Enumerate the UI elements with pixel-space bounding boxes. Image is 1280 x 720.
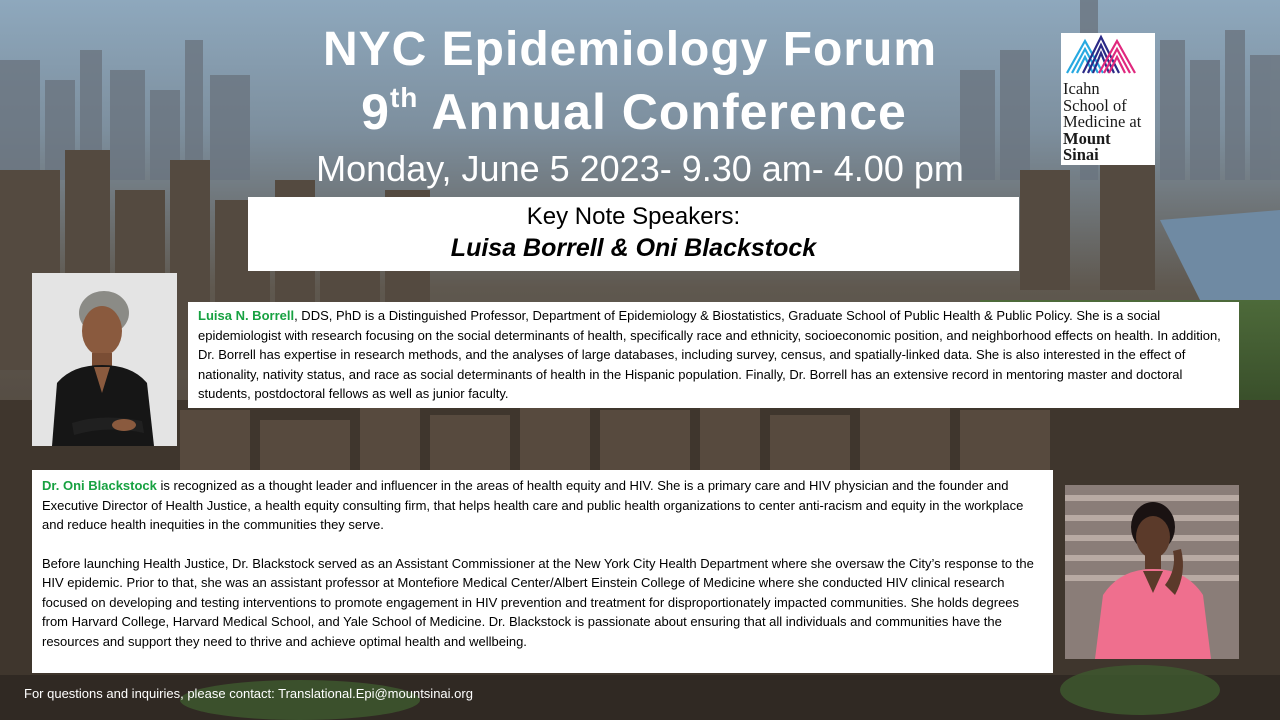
contact-info: For questions and inquiries, please contact: Translational.Epi@mountsinai.org: [24, 686, 473, 701]
mount-sinai-logo: [1061, 33, 1155, 165]
conference-ordinal-suffix: th: [389, 82, 419, 113]
oni-blackstock-bio-text-1: is recognized as a thought leader and influencer in the areas of health equity and HIV. She is a primary care and HIV physician and the founder and Executive Director of Health Justice, a health equity consulting firm, that helps health care and public health organizations to center anti-racism and equity in the workplace and reduce health inequities in the communities they serve.: [42, 478, 1024, 532]
luisa-borrell-name: Luisa N. Borrell: [198, 308, 295, 323]
keynote-names: Luisa Borrell & Oni Blackstock: [450, 234, 817, 262]
logo-line-1: Icahn: [1063, 79, 1100, 98]
keynote-box: [248, 197, 1019, 271]
conference-ordinal: 9: [361, 84, 390, 140]
logo-line-4: Mount: [1063, 128, 1111, 148]
oni-blackstock-photo: [1065, 485, 1239, 659]
luisa-borrell-photo: [32, 273, 177, 446]
keynote-label: Key Note Speakers:: [526, 203, 741, 230]
mount-sinai-peaks-logo-icon: [1061, 33, 1155, 81]
oni-blackstock-bio: [32, 470, 1053, 673]
conference-title-rest: Annual Conference: [418, 84, 907, 140]
oni-blackstock-bio-text-2: Before launching Health Justice, Dr. Blackstock served as an Assistant Commissioner at the New York City Health Department where she oversaw the City’s response to the HIV epidemic. Prior to that, she was an assistant professor at Montefiore Medical Center/Albert Einstein College of Medicine where she conducted HIV clinical research focused on developing and testing interventions to promote engagement in HIV prevention and treatment for disproportionately impacted communities. She holds degrees from Harvard College, Harvard Medical School, and Yale School of Medicine. Dr. Blackstock is passionate about ensuring that all individuals and communities have the resources and support they need to thrive and achieve optimal health and wellbeing.: [42, 555, 1034, 649]
luisa-borrell-bio: [188, 302, 1239, 408]
luisa-borrell-bio-text: , DDS, PhD is a Distinguished Professor, Department of Epidemiology & Biostatistics, Graduate School of Public Health & Public Policy. She is a social epidemiologist with research focusing on the social determinants of health, specifically race and ethnicity, socioeconomic position, and neighborhood effects on health. In addition, Dr. Borrell has expertise in research methods, and the analyses of large databases, including survey, census, and spatially-linked data. She is also interested in the effect of nationality, nativity status, and race as social determinants of health in the Hispanic population. Finally, Dr. Borrell has an extensive record in mentoring master and doctoral students, postdoctoral fellows as well as junior faculty.: [198, 308, 1221, 401]
logo-line-2: School of: [1063, 95, 1127, 115]
forum-title: NYC Epidemiology Forum: [322, 23, 938, 76]
logo-line-5: Sinai: [1063, 145, 1099, 164]
logo-line-3: Medicine at: [1063, 112, 1142, 131]
event-date-time: Monday, June 5 2023- 9.30 am- 4.00 pm: [316, 148, 964, 189]
oni-blackstock-name: Dr. Oni Blackstock: [42, 478, 157, 493]
